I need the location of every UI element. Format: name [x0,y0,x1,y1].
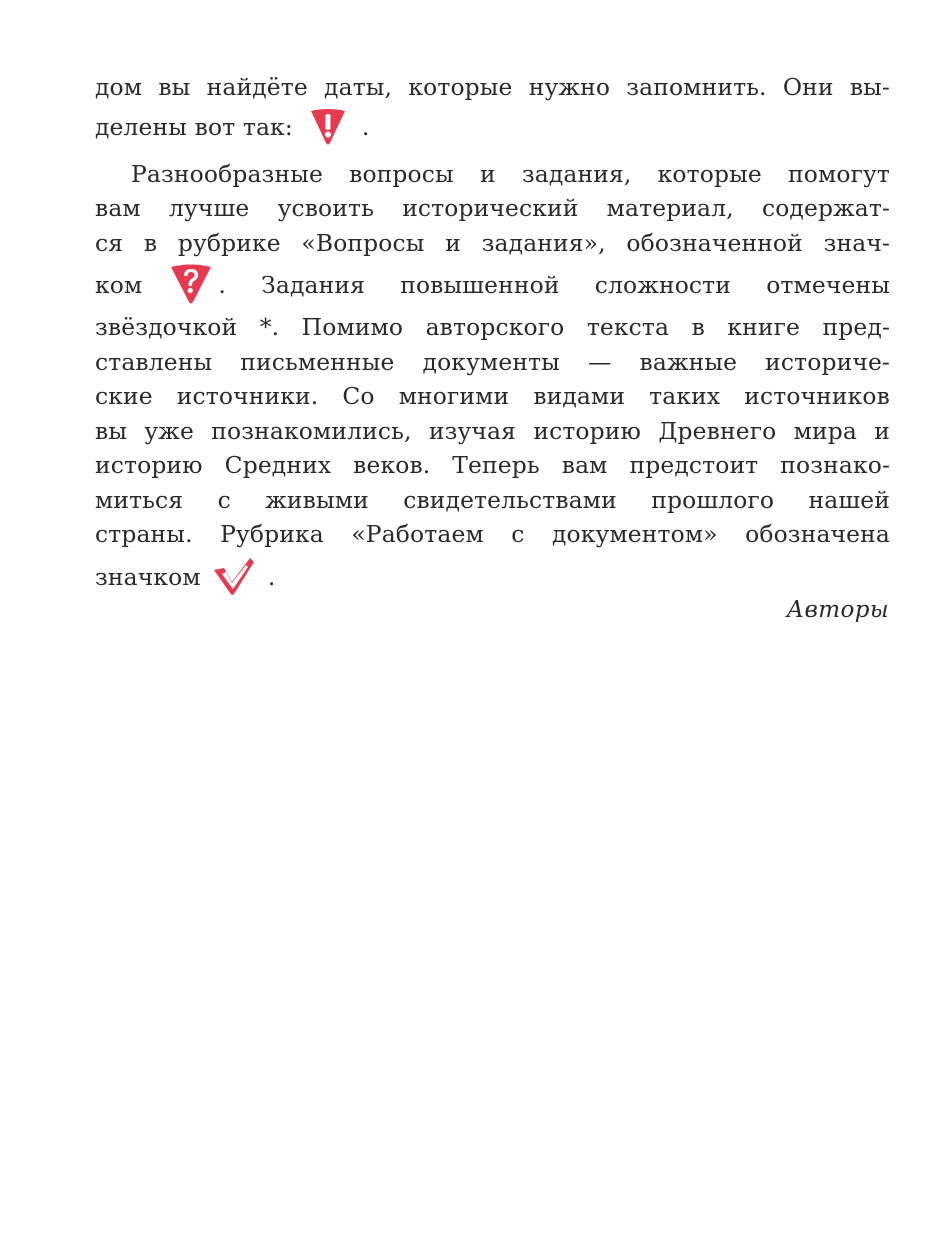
text-line: миться с живыми свидетельствами прошлого нашей [95,485,890,514]
text-line: Разнообразные вопросы и задания, которые помогут [131,159,890,188]
question-triangle-icon [168,261,214,305]
text-fragment: . Задания повышенной сложности отмечены [218,271,890,299]
text-line: дом вы найдёте даты, которые нужно запомнить. Они вы- [95,73,890,101]
checkmark-icon [212,556,256,596]
author-signature: Авторы [786,597,889,623]
exclamation-triangle-icon [308,106,348,146]
text-line: вы уже познакомились, изучая историю Древнего мира и [95,416,890,445]
text-line: ские источники. Со многими видами таких источников [95,382,890,410]
text-fragment: значком [95,562,201,591]
text-line: ся в рубрике «Вопросы и задания», обозначенной знач- [95,228,890,257]
text-fragment: делены вот так: [95,112,293,141]
text-line: ставлены письменные документы — важные историче- [95,347,890,376]
text-line [95,260,890,310]
text-fragment: . [362,112,370,141]
text-fragment: ком [95,271,143,299]
text-line: звёздочкой *. Помимо авторского текста в книге пред- [95,313,890,341]
text-line [95,105,890,149]
text-fragment: . [267,562,276,591]
page-body [95,70,890,602]
text-line: историю Средних веков. Теперь вам предстоит познако- [95,451,890,479]
text-line: вам лучше усвоить исторический материал, содержат- [95,194,890,222]
text-line [95,552,890,602]
text-line: страны. Рубрика «Работаем с документом» обозначена [95,520,890,548]
